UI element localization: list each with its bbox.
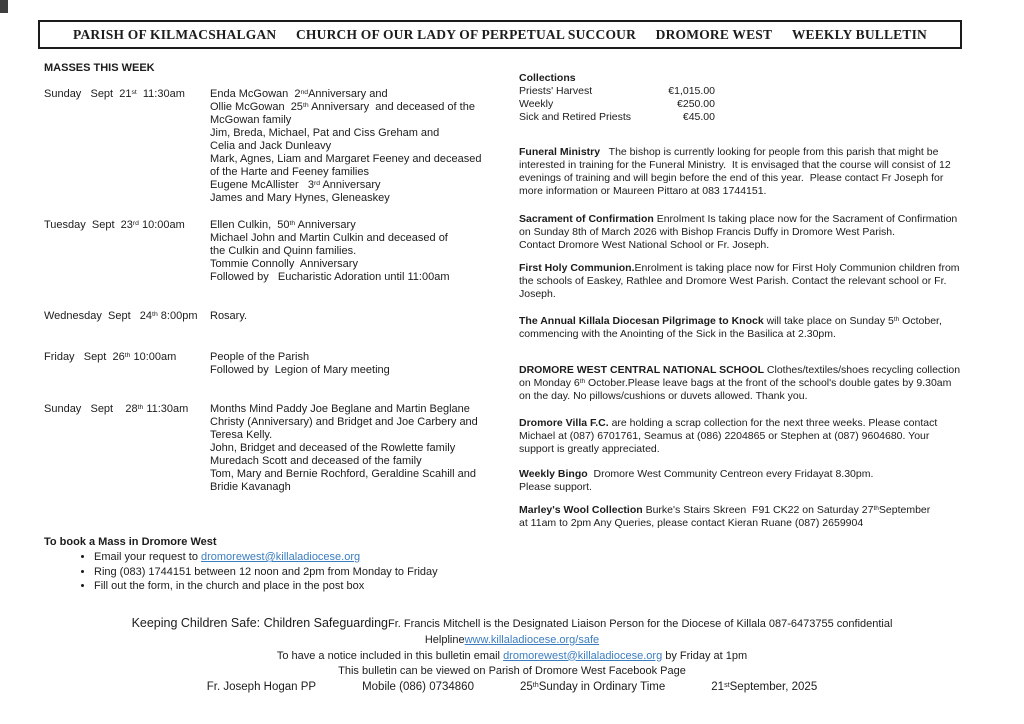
notice-funeral-ministry <box>519 146 991 198</box>
notice-line: Marley's Wool Collection Burke's Stairs Skreen F91 CK22 on Saturday 27thSeptember <box>519 504 931 516</box>
superscript: th <box>137 403 144 411</box>
mass-entry-sunday-sept-21 <box>44 88 506 205</box>
notice-line: evenings of training and will begin before the end of this year. Please contact Fr Joseph for <box>519 172 944 184</box>
mass-entry-sunday-sept-28 <box>44 403 506 494</box>
mass-entry-friday-sept-26 <box>44 351 506 377</box>
notice-line: Sacrament of Confirmation Enrolment Is taking place now for the Sacrament of Confirmation <box>519 213 958 225</box>
notice-line: Dromore Villa F.C. are holding a scrap collection for the next three weeks. Please contact <box>519 417 938 429</box>
notice-line: Weekly Bingo Dromore West Community Centreon every Fridayat 8.30pm. <box>519 468 874 480</box>
mass-intention-line: John, Bridget and deceased of the Rowlette family <box>210 442 456 454</box>
notice-line: Contact Dromore West National School or Fr. Joseph. <box>519 239 770 251</box>
scan-artifact <box>0 0 8 13</box>
mass-date: Tuesday Sept 23rd 10:00am <box>44 219 185 231</box>
masses-title: MASSES THIS WEEK <box>44 62 155 74</box>
mass-intention-line: Muredach Scott and deceased of the family <box>210 455 422 467</box>
collection-amount: €1,015.00 <box>668 85 715 97</box>
mass-intention-line: Followed by Eucharistic Adoration until 11:00am <box>210 271 450 283</box>
signoff-date: 21stSeptember, 2025 <box>711 680 818 694</box>
notice-line: more information or Maureen Pittaro at 083 1744151. <box>519 185 767 197</box>
mass-intentions <box>210 88 506 205</box>
superscript: th <box>873 505 879 513</box>
signoff-mobile: Mobile (086) 0734860 <box>362 681 474 694</box>
mass-intention-line: of the Harte and Feeney families <box>210 166 369 178</box>
notice-line: The Annual Killala Diocesan Pilgrimage to Knock will take place on Sunday 5th October, <box>519 315 942 327</box>
footer-notice-submission-line: To have a notice included in this bulletin email dromorewest@killaladiocese.org by Friday at 1pm <box>276 649 748 662</box>
notice-sacrament-of-confirmation <box>519 213 991 252</box>
hyperlink[interactable]: dromorewest@killaladiocese.org <box>201 551 361 563</box>
superscript: th <box>893 316 900 324</box>
mass-intention-line: McGowan family <box>210 114 292 126</box>
notice-first-holy-communion <box>519 262 991 301</box>
mass-intention-line: Followed by Legion of Mary meeting <box>210 364 390 376</box>
mass-intention-line: the Culkin and Quinn families. <box>210 245 357 257</box>
collection-amount: €250.00 <box>677 98 715 110</box>
collection-row <box>519 85 715 98</box>
book-mass-title: To book a Mass in Dromore West <box>44 536 217 548</box>
mass-intention-line: Teresa Kelly. <box>210 429 273 441</box>
bulletin-header <box>38 20 962 49</box>
collection-row <box>519 98 715 111</box>
mass-intention-line: Months Mind Paddy Joe Beglane and Martin Beglane <box>210 403 470 415</box>
notice-line: on Sunday 8th of March 2026 with Bishop Francis Duffy in Dromore West Parish. <box>519 226 896 238</box>
superscript: nd <box>300 88 309 96</box>
book-mass-section <box>44 536 506 593</box>
notice-line: on Monday 6th October.Please leave bags at the front of the school's double gates by 9.30am <box>519 377 952 389</box>
mass-intention-line: Tommie Connolly Anniversary <box>210 258 358 270</box>
footer-helpline-line: Helplinewww.killaladiocese.org/safe <box>424 633 600 646</box>
notice-line: Michael at (087) 6701761, Seamus at (086) 2204865 or Stephen at (087) 9604680. Your <box>519 430 930 442</box>
notice-marleys-wool-collection <box>519 504 991 530</box>
notice-line: Joseph. <box>519 288 556 300</box>
notice-line: at 11am to 2pm Any Queries, please contact Kieran Ruane (087) 2659904 <box>519 517 864 529</box>
mass-intention-line: James and Mary Hynes, Gleneaskey <box>210 192 390 204</box>
mass-intention-line: Bridie Kavanagh <box>210 481 291 493</box>
mass-date: Wednesday Sept 24th 8:00pm <box>44 310 198 322</box>
mass-intention-line: Enda McGowan 2ndAnniversary and <box>210 88 388 100</box>
mass-intention-line: Christy (Anniversary) and Bridget and Joe Carbery and <box>210 416 478 428</box>
mass-entry-wednesday-sept-24 <box>44 310 506 323</box>
footer-safeguarding-line: Keeping Children Safe: Children SafeguardingFr. Francis Mitchell is the Designated Liaison Person for the Diocese of Killala 087-6473755 confidential <box>131 616 893 630</box>
notice-line: Please support. <box>519 481 592 493</box>
superscript: th <box>124 351 131 359</box>
mass-entry-tuesday-sept-23 <box>44 219 506 284</box>
mass-intention-line: Michael John and Martin Culkin and deceased of <box>210 232 448 244</box>
collections-title: Collections <box>519 72 576 84</box>
mass-intention-line: Rosary. <box>210 310 248 322</box>
collection-label: Priests' Harvest <box>519 85 593 97</box>
signoff-priest-name: Fr. Joseph Hogan PP <box>206 681 317 694</box>
notice-line: support is greatly appreciated. <box>519 443 660 455</box>
notice-national-school-recycling <box>519 364 991 403</box>
mass-intention-line: Mark, Agnes, Liam and Margaret Feeney and deceased <box>210 153 482 165</box>
mass-intention-line: Eugene McAllister 3rd Anniversary <box>210 179 381 191</box>
header-location: DROMORE WEST <box>655 26 773 42</box>
book-mass-bullet: • Fill out the form, in the church and place in the post box <box>94 580 506 593</box>
mass-date: Friday Sept 26th 10:00am <box>44 351 177 363</box>
hyperlink[interactable]: dromorewest@killaladiocese.org <box>503 649 663 662</box>
notice-line: First Holy Communion.Enrolment is taking place now for First Holy Communion children from <box>519 262 960 274</box>
mass-date: Sunday Sept 21st 11:30am <box>44 88 185 100</box>
superscript: rd <box>132 219 139 227</box>
footer <box>0 616 1024 696</box>
superscript: th <box>152 310 158 318</box>
collection-row <box>519 111 715 124</box>
header-church-name: CHURCH OF OUR LADY OF PERPETUAL SUCCOUR <box>295 26 637 42</box>
mass-intention-line: Tom, Mary and Bernie Rochford, Geraldine Scahill and <box>210 468 476 480</box>
left-column <box>44 62 506 595</box>
mass-intention-line: Ollie McGowan 25th Anniversary and deceased of the <box>210 101 475 113</box>
notice-line: on the day. No pillows/cushions or duvets allowed. Thank you. <box>519 390 808 402</box>
notice-line: DROMORE WEST CENTRAL NATIONAL SCHOOL Clothes/textiles/shoes recycling collection <box>519 364 961 376</box>
header-parish-name: PARISH OF KILMACSHALGAN <box>73 26 277 42</box>
superscript: th <box>532 680 539 689</box>
mass-intention-line: Celia and Jack Dunleavy <box>210 140 332 152</box>
signoff-liturgical-sunday: 25thSunday in Ordinary Time <box>519 680 666 694</box>
notice-line: interested in training for the Funeral Ministry. It is envisaged that the course will consist of 12 <box>519 159 951 171</box>
notice-line: commencing with the Anointing of the Sick in the Basilica at 2.30pm. <box>519 328 836 340</box>
mass-intention-line: Jim, Breda, Michael, Pat and Ciss Greham and <box>210 127 440 139</box>
book-mass-list <box>44 551 506 593</box>
notice-weekly-bingo <box>519 468 991 494</box>
collection-amount: €45.00 <box>682 111 715 123</box>
collection-label: Sick and Retired Priests <box>519 111 632 123</box>
collections-section <box>519 72 991 124</box>
book-mass-bullet: • Ring (083) 1744151 between 12 noon and 2pm from Monday to Friday <box>94 566 506 579</box>
right-column <box>519 72 991 530</box>
notice-line: Funeral Ministry The bishop is currently looking for people from this parish that might be <box>519 146 939 158</box>
mass-intention-line: Ellen Culkin, 50th Anniversary <box>210 219 356 231</box>
superscript: th <box>289 219 296 227</box>
superscript: st <box>131 88 137 96</box>
superscript: rd <box>313 179 320 187</box>
header-bulletin-label: WEEKLY BULLETIN <box>791 26 927 42</box>
footer-signoff <box>0 680 1024 696</box>
mass-date: Sunday Sept 28th 11:30am <box>44 403 189 415</box>
book-mass-bullet: • Email your request to dromorewest@killaladiocese.org <box>94 551 506 564</box>
hyperlink[interactable]: www.killaladiocese.org/safe <box>464 633 600 646</box>
mass-intentions <box>210 403 506 494</box>
mass-intentions <box>210 219 506 284</box>
mass-intention-line: People of the Parish <box>210 351 310 363</box>
notice-dromore-villa-fc <box>519 417 991 456</box>
superscript: st <box>724 680 730 689</box>
mass-intentions <box>210 310 506 323</box>
superscript: th <box>302 101 309 109</box>
notice-knock-pilgrimage <box>519 315 991 341</box>
footer-facebook-line: This bulletin can be viewed on Parish of Dromore West Facebook Page <box>338 665 686 678</box>
notice-line: the schools of Easkey, Rathlee and Dromore West Parish. Contact the relevant school or Fr. <box>519 275 947 287</box>
mass-intentions <box>210 351 506 377</box>
collection-label: Weekly <box>519 98 554 110</box>
superscript: th <box>579 378 586 386</box>
